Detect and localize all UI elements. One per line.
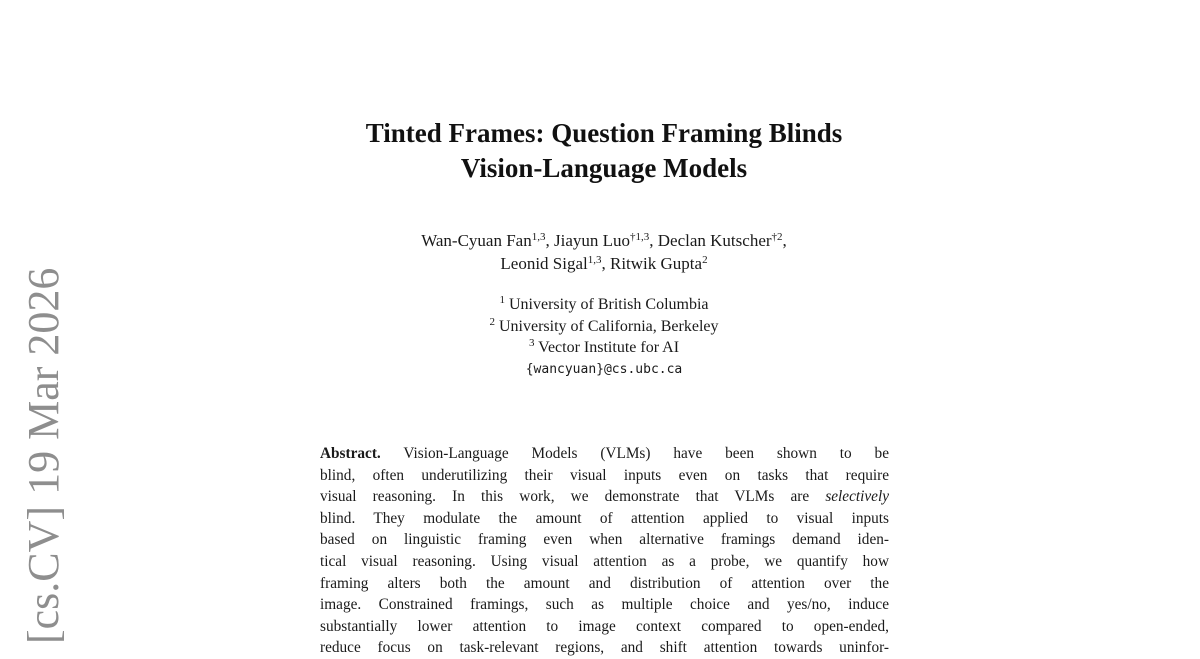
affiliation-name: University of California, Berkeley xyxy=(499,317,719,335)
affiliation-list xyxy=(318,294,890,380)
author-affiliation-mark: †2 xyxy=(771,231,783,243)
abstract-text: Vision-Language Models (VLMs) have been shown to be xyxy=(403,445,889,462)
title-line: Vision-Language Models xyxy=(460,153,748,183)
author-separator: , xyxy=(649,231,658,250)
author-separator: , xyxy=(782,231,787,250)
abstract-line: based on linguistic framing even when alternative framings demand iden- xyxy=(320,531,889,549)
affiliation-name: Vector Institute for AI xyxy=(538,339,680,356)
author-line xyxy=(318,229,890,252)
paper-title xyxy=(318,116,890,186)
author-list xyxy=(318,229,890,275)
abstract-line: blind. They modulate the amount of attention applied to visual inputs xyxy=(320,509,889,527)
abstract-line xyxy=(320,486,889,508)
contact-email: {wancyuan}@cs.ubc.ca xyxy=(525,361,683,377)
abstract-line xyxy=(320,443,889,465)
author-name: Leonid Sigal xyxy=(500,254,588,273)
author-affiliation-mark: 1,3 xyxy=(587,254,602,266)
abstract-emphasis: selectively xyxy=(825,488,890,506)
author-affiliation-mark: †1,3 xyxy=(630,231,650,243)
author-name: Jiayun Luo xyxy=(553,231,631,250)
affiliation-name: University of British Columbia xyxy=(508,296,709,313)
abstract-line: substantially lower attention to image context compared to open-ended, xyxy=(320,617,889,635)
abstract-line: blind, often underutilizing their visual inputs even on tasks that require xyxy=(320,466,889,484)
author-name: Declan Kutscher xyxy=(657,231,772,250)
abstract-line: image. Constrained framings, such as multiple choice and yes/no, induce xyxy=(320,596,889,614)
arxiv-sidebar-stamp: [cs.CV] 19 Mar 2026 xyxy=(19,267,68,644)
author-separator: , xyxy=(601,254,610,273)
author-name: Wan-Cyuan Fan xyxy=(421,231,532,250)
affiliation-number: 3 xyxy=(528,337,535,349)
abstract-line: framing alters both the amount and distribution of attention over the xyxy=(320,574,889,592)
affiliation-item xyxy=(318,316,890,338)
abstract-heading: Abstract. xyxy=(320,445,381,462)
affiliation-number: 2 xyxy=(489,315,495,328)
author-affiliation-mark: 1,3 xyxy=(531,231,546,243)
abstract-section xyxy=(320,443,889,659)
author-separator: , xyxy=(545,231,554,250)
affiliation-number: 1 xyxy=(499,294,505,306)
author-line xyxy=(318,252,890,275)
affiliation-item xyxy=(318,337,890,359)
abstract-line: tical visual reasoning. Using visual attention as a probe, we quantify how xyxy=(320,552,889,570)
abstract-text: visual reasoning. In this work, we demonstrate that VLMs are xyxy=(320,488,810,506)
affiliation-item xyxy=(318,294,890,316)
title-line: Tinted Frames: Question Framing Blinds xyxy=(365,118,843,148)
author-affiliation-mark: 2 xyxy=(702,254,708,266)
abstract-line: reduce focus on task-relevant regions, and shift attention towards uninfor- xyxy=(320,639,889,657)
author-name: Ritwik Gupta xyxy=(610,254,703,273)
